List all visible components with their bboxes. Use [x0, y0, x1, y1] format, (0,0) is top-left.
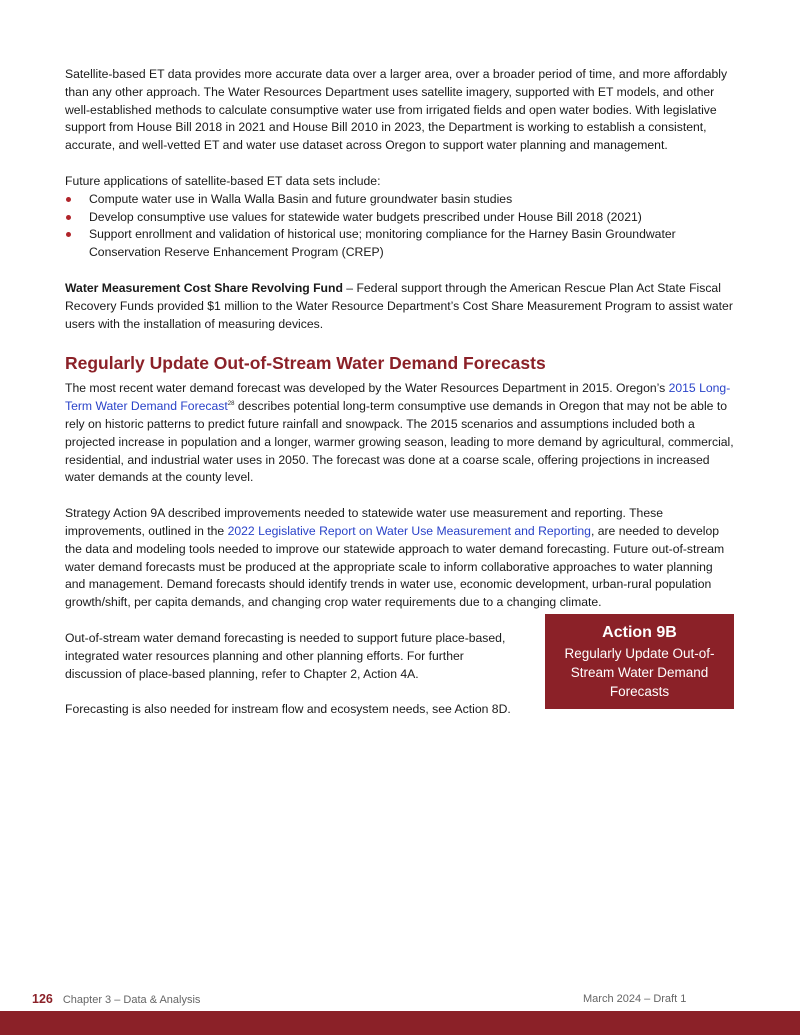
list-item-text: Compute water use in Walla Walla Basin and future groundwater basin studies — [89, 191, 513, 206]
instream-paragraph: Forecasting is also needed for instream flow and ecosystem needs, see Action 8D. — [65, 702, 511, 717]
strategy-paragraph — [65, 505, 735, 612]
et-data-paragraph: Satellite-based ET data provides more accurate data over a larger area, over a broader period of time, and more affordably than any other approach. The Water Resources Department uses satellite imagery, supported with ET models, and other well-established methods to calculate consumptive water use from irrigated fields and open water bodies. With legislative support from House Bill 2018 in 2021 and House Bill 2010 in 2023, the Department is working to establish a consistent, accurate, and well-vetted ET and water use dataset across Oregon to support water planning and management. — [65, 67, 728, 153]
forecast-text-before: The most recent water demand forecast was developed by the Water Resources Department in 2015. Oregon’s — [65, 381, 669, 396]
page-footer — [32, 991, 768, 1007]
demand-forecast-link[interactable]: 2015 Long-Term Water Demand Forecast — [65, 381, 731, 414]
page-content — [65, 66, 735, 719]
section-heading: Regularly Update Out-of-Stream Water Demand Forecasts — [65, 353, 546, 374]
list-item-text: Develop consumptive use values for statewide water budgets prescribed under House Bill 2018 (2021) — [89, 209, 642, 224]
future-applications-list — [65, 191, 735, 262]
fund-title: Water Measurement Cost Share Revolving Fund — [65, 280, 343, 295]
bullet-icon — [66, 197, 71, 202]
footer-bar — [0, 1011, 800, 1035]
bullet-icon — [66, 215, 71, 220]
strategy-text-after: , are needed to develop the data and modeling tools needed to improve our statewide approach to water demand forecasting. Future out-of-stream water demand forecasts must be produced at the appropriate scale to inform collaborative approaches to water planning and management. Demand forecasts should identify trends in water use, economic development, urban-rural population growth/shift, per capita demands, and changing crop water requirements due to a changing climate. — [65, 523, 725, 610]
page-number: 126 — [32, 992, 53, 1006]
action-title: Action 9B — [602, 623, 677, 641]
list-item — [65, 191, 735, 209]
bullet-icon — [66, 232, 71, 237]
fund-text: – Federal support through the American Rescue Plan Act State Fiscal Recovery Funds provided $1 million to the Water Resource Department’s Cost Share Measurement Program to assist water users with the installation of measuring devices. — [65, 280, 733, 331]
lower-section — [65, 623, 735, 719]
chapter-label: Chapter 3 – Data & Analysis — [62, 994, 201, 1006]
draft-label: March 2024 – Draft 1 — [583, 993, 687, 1005]
list-item — [65, 226, 735, 262]
footnote-ref[interactable]: 28 — [227, 401, 235, 408]
strategy-text-before: Strategy Action 9A described improvements needed to statewide water use measurement and reporting. These improvements, outlined in the — [65, 506, 663, 538]
forecast-paragraph — [65, 380, 735, 487]
cost-share-fund-paragraph — [65, 280, 735, 333]
action-callout-box — [545, 614, 734, 709]
place-based-paragraph: Out-of-stream water demand forecasting is needed to support future place-based, integrated water resources planning and other planning efforts. For further discussion of place-based planning, refer to Chapter 2, Action 4A. — [65, 630, 506, 681]
action-subtitle: Regularly Update Out-of-Stream Water Demand Forecasts — [564, 645, 715, 699]
forecast-text-after: describes potential long-term consumptive use demands in Oregon that may not be able to rely on historic patterns to predict future rainfall and snowpack. The 2015 scenarios and assumptions included both a projected increase in population and a longer, warmer growing season, leading to more demand by agricultural, commercial, residential, and industrial water uses in 2050. The forecast was done at a coarse scale, offering projections in increased water demands at the county level. — [65, 399, 734, 485]
list-item — [65, 209, 735, 227]
legislative-report-link[interactable]: 2022 Legislative Report on Water Use Measurement and Reporting — [227, 523, 591, 538]
list-item-text: Support enrollment and validation of historical use; monitoring compliance for the Harney Basin Groundwater Conservation Reserve Enhancement Program (CREP) — [89, 227, 676, 260]
future-applications-intro: Future applications of satellite-based ET data sets include: — [65, 173, 381, 188]
lower-text-column — [65, 630, 515, 719]
